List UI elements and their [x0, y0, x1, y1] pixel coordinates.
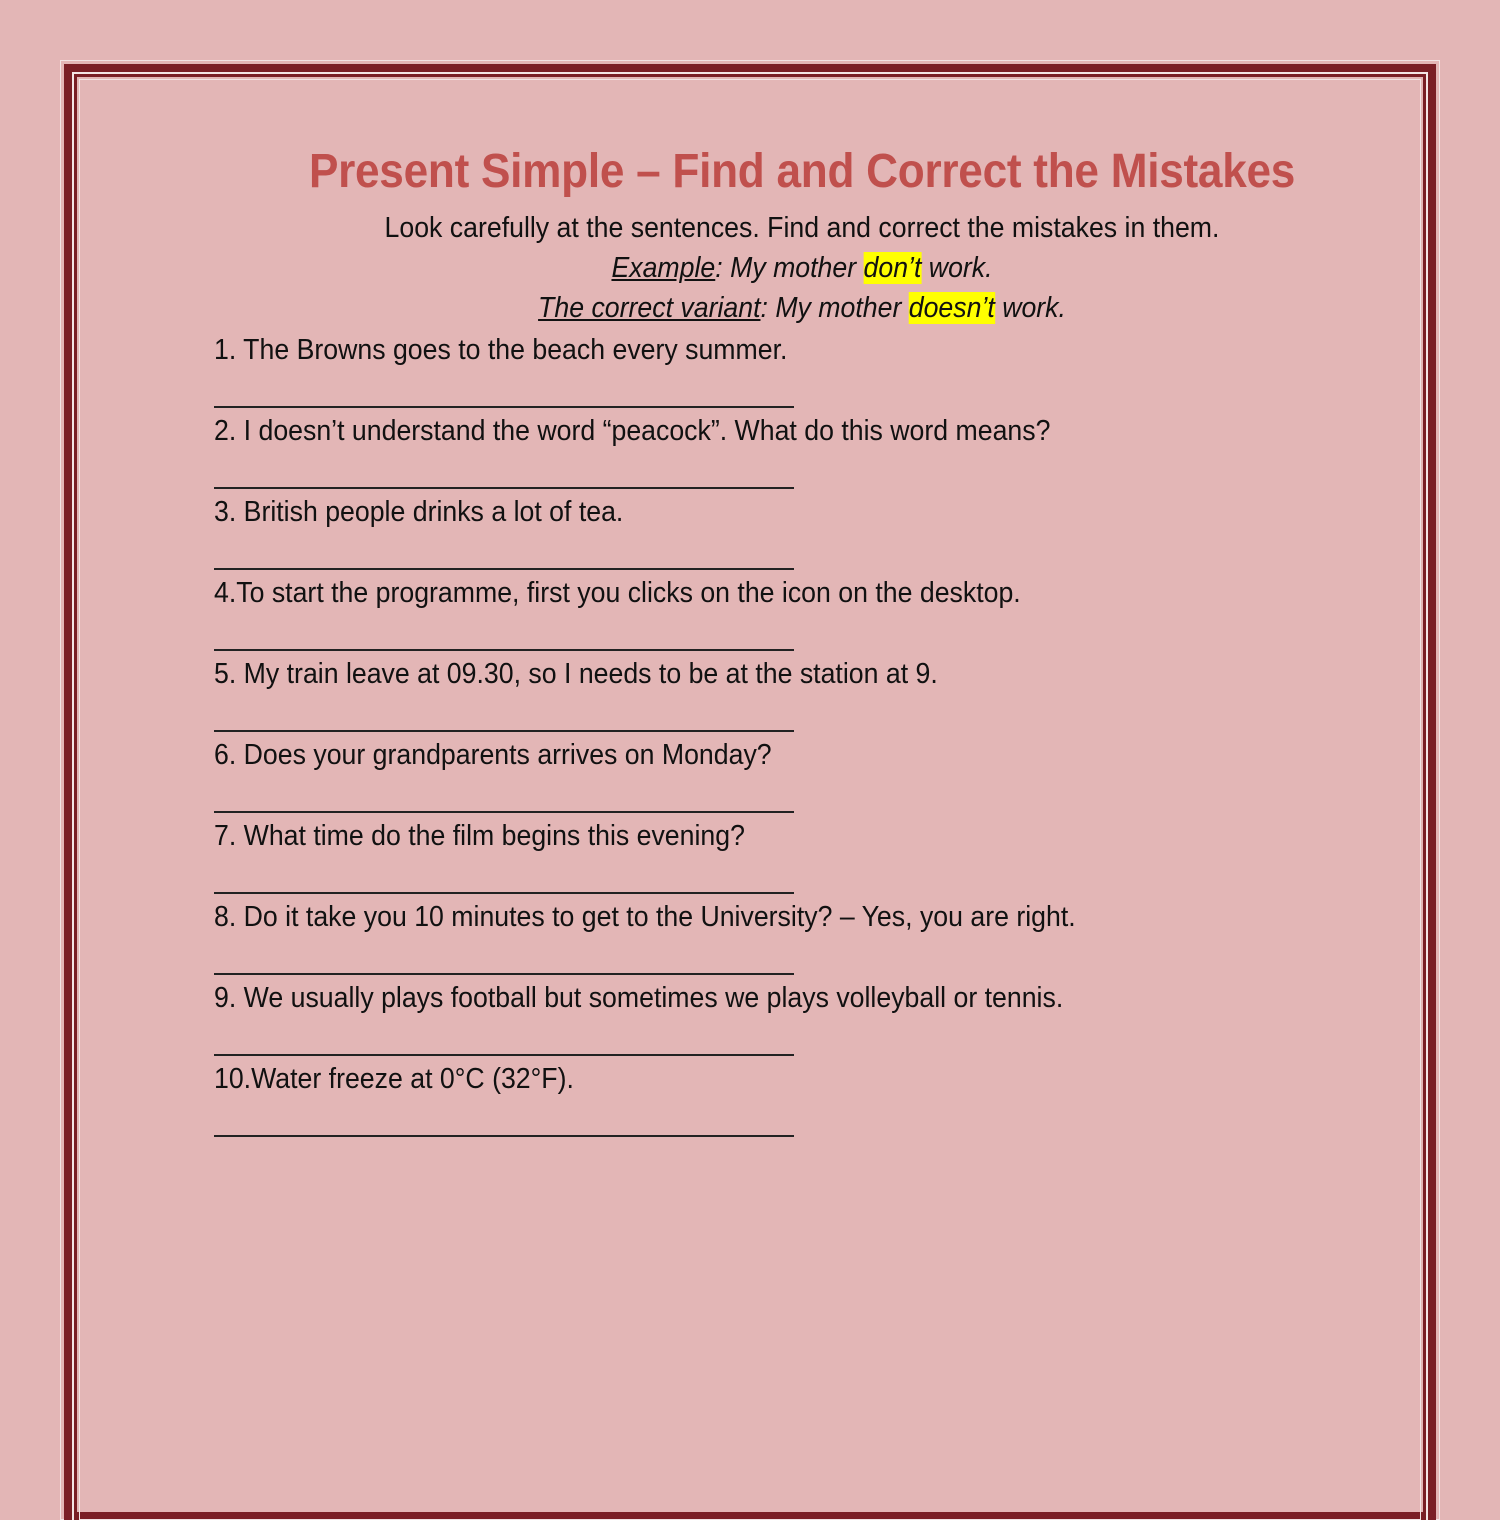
- answer-line-6[interactable]: [214, 811, 794, 813]
- exercise-item-10: 10.Water freeze at 0°C (32°F).: [214, 1063, 574, 1095]
- example-line: [112, 252, 1492, 285]
- answer-line-2[interactable]: [214, 487, 794, 489]
- answer-line-5[interactable]: [214, 730, 794, 732]
- correct-variant-label: The correct variant: [538, 292, 761, 324]
- correct-variant-line: [112, 292, 1492, 325]
- exercise-item-4: 4.To start the programme, first you clicks on the icon on the desktop.: [214, 577, 1021, 609]
- exercise-item-1: 1. The Browns goes to the beach every summer.: [214, 334, 788, 366]
- exercise-item-7: 7. What time do the film begins this evening?: [214, 820, 745, 852]
- example-text-after: work.: [921, 252, 993, 284]
- exercise-item-8: 8. Do it take you 10 minutes to get to the University? – Yes, you are right.: [214, 901, 1076, 933]
- correct-variant-text-before: My mother: [767, 292, 909, 324]
- answer-line-3[interactable]: [214, 568, 794, 570]
- answer-line-8[interactable]: [214, 973, 794, 975]
- answer-line-10[interactable]: [214, 1135, 794, 1137]
- answer-line-7[interactable]: [214, 892, 794, 894]
- example-label: Example: [611, 252, 716, 284]
- exercise-item-2: 2. I doesn’t understand the word “peacock”. What do this word means?: [214, 415, 1051, 447]
- example-highlight: don’t: [863, 252, 922, 284]
- answer-line-1[interactable]: [214, 406, 794, 408]
- correct-variant-highlight: doesn’t: [908, 292, 995, 324]
- example-text-before: My mother: [722, 252, 864, 284]
- worksheet-title: Present Simple – Find and Correct the Mistakes: [308, 145, 1296, 198]
- exercise-item-3: 3. British people drinks a lot of tea.: [214, 496, 624, 528]
- exercise-item-6: 6. Does your grandparents arrives on Monday?: [214, 739, 772, 771]
- correct-variant-text-after: work.: [994, 292, 1066, 324]
- correct-variant-separator: :: [760, 292, 768, 324]
- answer-line-4[interactable]: [214, 649, 794, 651]
- exercise-item-5: 5. My train leave at 09.30, so I needs to be at the station at 9.: [214, 658, 938, 690]
- exercise-item-9: 9. We usually plays football but sometimes we plays volleyball or tennis.: [214, 982, 1064, 1014]
- instruction-text: Look carefully at the sentences. Find and correct the mistakes in them.: [384, 212, 1220, 244]
- example-separator: :: [715, 252, 723, 284]
- answer-line-9[interactable]: [214, 1054, 794, 1056]
